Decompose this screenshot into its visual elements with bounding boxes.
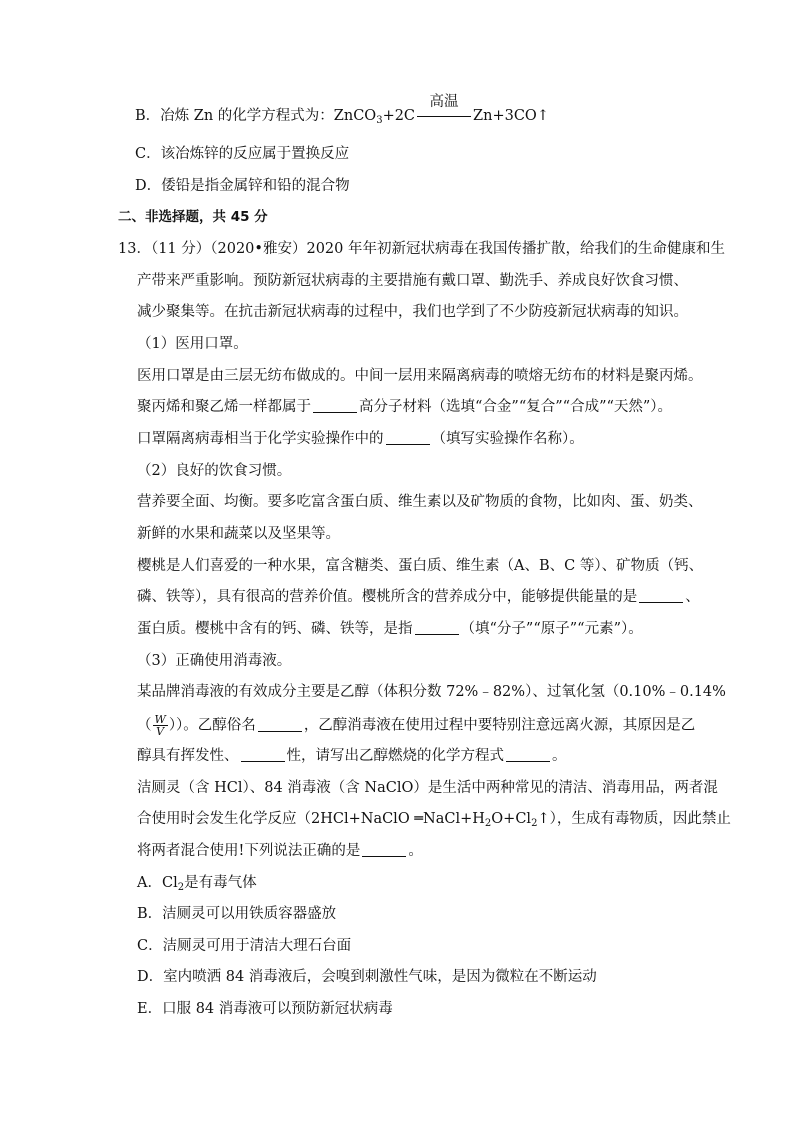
answer-blank[interactable] xyxy=(506,747,550,762)
answer-blank[interactable] xyxy=(313,398,357,413)
part3-line-2: （ $\frac{W}{V}$ ））。乙醇俗名 ，乙醇消毒液在使用过程中要特别注意远离火源，其原因是乙 xyxy=(137,713,696,738)
prev-option-d: D．倭铅是指金属锌和铅的混合物 xyxy=(135,178,350,194)
prev-option-b: B．冶炼 Zn 的化学方程式为：ZnCO$_3$+2C 高温 Zn+3CO↑ xyxy=(135,94,549,126)
choice-c: C．洁厕灵可用于清洁大理石台面 xyxy=(137,938,352,954)
section-title: 二、非选择题，共 45 分 xyxy=(118,209,268,225)
choice-b: B．洁厕灵可以用铁质容器盛放 xyxy=(137,906,337,922)
answer-blank[interactable] xyxy=(639,588,683,603)
part3-line-5: 合使用时会发生化学反应（2HCl+NaClO $═NaCl+H_2O+Cl_2↑$），生成有毒物质，因此禁止 xyxy=(137,811,731,829)
choice-a: A．$Cl_2$是有毒气体 xyxy=(137,875,257,893)
answer-blank[interactable] xyxy=(415,620,459,635)
answer-blank[interactable] xyxy=(241,747,285,762)
part2-line-3: 樱桃是人们喜爱的一种水果，富含糖类、蛋白质、维生素（A、B、C 等）、矿物质（钙、 xyxy=(137,558,704,574)
part3-title: （3）正确使用消毒液。 xyxy=(137,653,292,669)
q13-intro-line-1: 13．（11 分）（2020•雅安）2020 年年初新冠状病毒在我国传播扩散，给我们的生命健康和生 xyxy=(118,241,725,257)
reaction-condition: 高温 xyxy=(415,106,473,126)
choice-d: D．室内喷洒 84 消毒液后，会嗅到刺激性气味，是因为微粒在不断运动 xyxy=(137,969,597,985)
q13-intro-line-3: 减少聚集等。在抗击新冠状病毒的过程中，我们也学到了不少防疫新冠状病毒的知识。 xyxy=(137,304,688,320)
part1-title: （1）医用口罩。 xyxy=(137,336,248,352)
part2-title: （2）良好的饮食习惯。 xyxy=(137,463,292,479)
answer-blank[interactable] xyxy=(386,430,430,445)
part2-line-2: 新鲜的水果和蔬菜以及坚果等。 xyxy=(137,526,340,542)
answer-blank[interactable] xyxy=(362,842,406,857)
part1-line-2: 聚丙烯和聚乙烯一样都属于 高分子材料（选填“合金”“复合”“合成”“天然”）。 xyxy=(137,399,673,415)
q13-intro-line-2: 产带来严重影响。预防新冠状病毒的主要措施有戴口罩、勤洗手、养成良好饮食习惯、 xyxy=(137,273,688,289)
part1-line-3: 口罩隔离病毒相当于化学实验操作中的 （填写实验操作名称）。 xyxy=(137,431,584,447)
part3-line-4: 洁厕灵（含 HCl）、84 消毒液（含 NaClO）是生活中两种常见的清洁、消毒用品，两者混 xyxy=(137,780,718,796)
part3-line-6: 将两者混合使用!下列说法正确的是 。 xyxy=(137,843,423,859)
part2-line-4: 磷、铁等），具有很高的营养价值。樱桃所含的营养成分中，能够提供能量的是 、 xyxy=(137,589,700,605)
choice-e: E．口服 84 消毒液可以预防新冠状病毒 xyxy=(137,1001,393,1017)
part2-line-5: 蛋白质。樱桃中含有的钙、磷、铁等，是指 （填“分子”“原子”“元素”）。 xyxy=(137,621,643,637)
answer-blank[interactable] xyxy=(258,717,302,732)
part2-line-1: 营养要全面、均衡。要多吃富含蛋白质、维生素以及矿物质的食物，比如肉、蛋、奶类、 xyxy=(137,494,703,510)
part3-line-1: 某品牌消毒液的有效成分主要是乙醇（体积分数 72%﹣82%）、过氧化氢（0.10%﹣0.14% xyxy=(137,684,726,700)
fraction-w-v: $\frac{W}{V}$ xyxy=(154,713,166,738)
part3-line-3: 醇具有挥发性、 性，请写出乙醇燃烧的化学方程式 。 xyxy=(137,748,567,764)
part1-line-1: 医用口罩是由三层无纺布做成的。中间一层用来隔离病毒的喷熔无纺布的材料是聚丙烯。 xyxy=(137,368,703,384)
option-b-text: B．冶炼 Zn 的化学方程式为：ZnCO xyxy=(135,108,377,124)
prev-option-c: C．该冶炼锌的反应属于置换反应 xyxy=(135,146,350,162)
